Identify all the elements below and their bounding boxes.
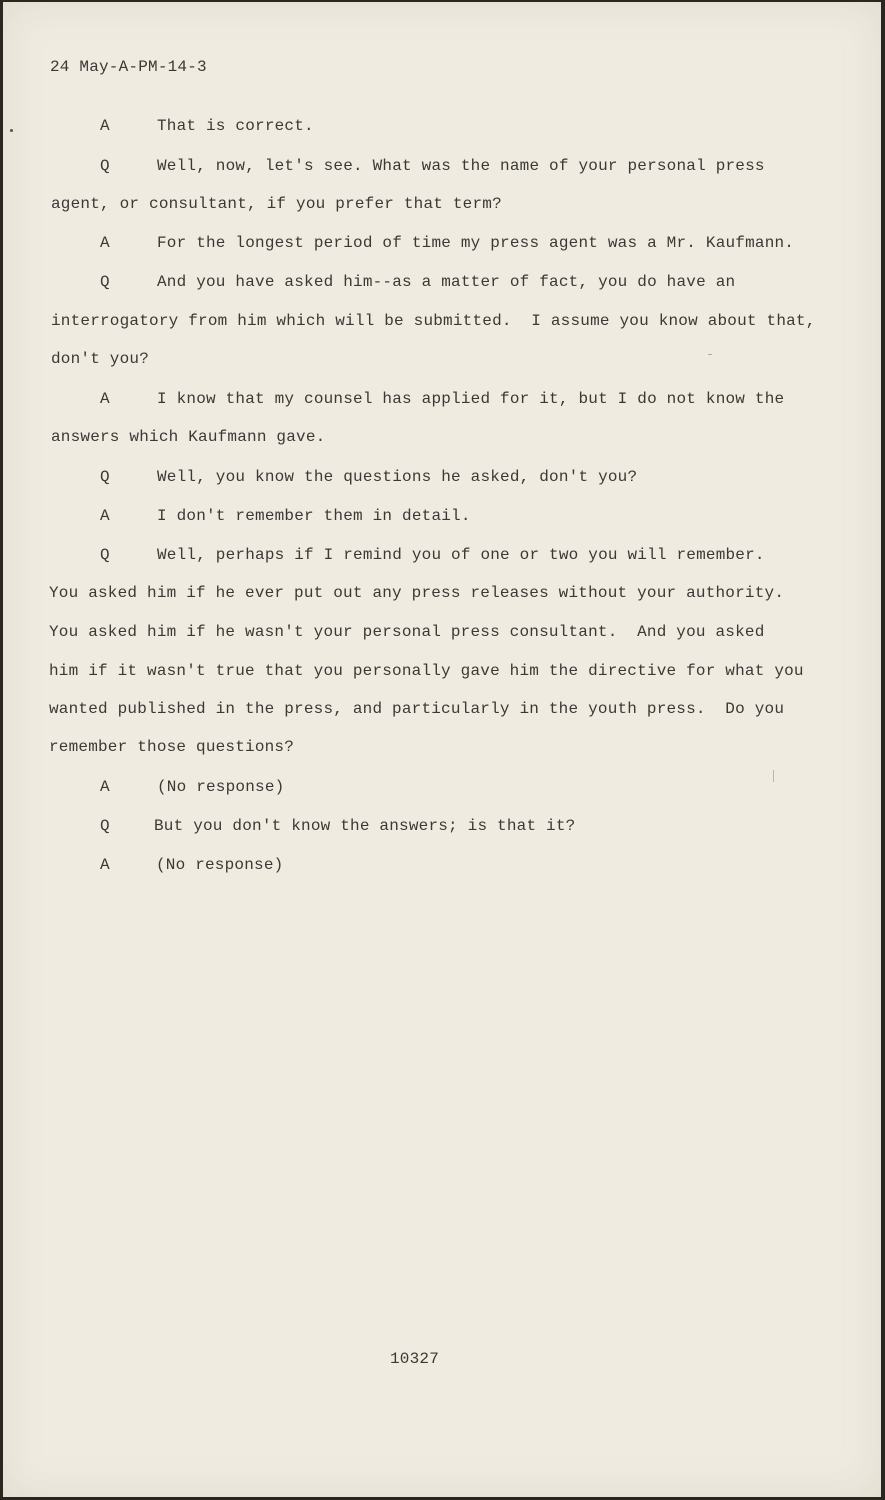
- question-line: You asked him if he ever put out any press releases without your authority.: [49, 584, 785, 602]
- speaker-label: A: [100, 778, 110, 796]
- answer-line: I don't remember them in detail.: [157, 507, 471, 525]
- question-line: But you don't know the answers; is that it?: [154, 817, 576, 835]
- question-line: agent, or consultant, if you prefer that term?: [51, 195, 502, 213]
- speaker-label: Q: [100, 468, 110, 486]
- question-line: And you have asked him--as a matter of fact, you do have an: [157, 273, 736, 291]
- answer-line: That is correct.: [157, 117, 314, 135]
- page-number: 10327: [390, 1350, 440, 1368]
- question-line: wanted published in the press, and particularly in the youth press. Do you: [49, 700, 785, 718]
- speaker-label: Q: [100, 546, 110, 564]
- answer-line: I know that my counsel has applied for it, but I do not know the: [157, 390, 785, 408]
- answer-line: answers which Kaufmann gave.: [51, 428, 326, 446]
- question-line: Well, now, let's see. What was the name of your personal press: [157, 157, 765, 175]
- speaker-label: A: [100, 856, 110, 874]
- question-line: remember those questions?: [49, 738, 295, 756]
- speaker-label: A: [100, 234, 110, 252]
- answer-line: For the longest period of time my press agent was a Mr. Kaufmann.: [157, 234, 795, 252]
- speaker-label: Q: [100, 273, 110, 291]
- question-line: don't you?: [51, 350, 150, 368]
- document-page: [3, 2, 881, 1497]
- answer-line: (No response): [157, 778, 285, 796]
- speaker-label: Q: [100, 817, 110, 835]
- paper-speck: [10, 129, 13, 132]
- question-line: Well, perhaps if I remind you of one or two you will remember.: [157, 546, 765, 564]
- question-line: Well, you know the questions he asked, don't you?: [157, 468, 638, 486]
- question-line: him if it wasn't true that you personally gave him the directive for what you: [49, 662, 804, 680]
- speaker-label: A: [100, 507, 110, 525]
- page-header: 24 May-A-PM-14-3: [50, 58, 207, 76]
- speaker-label: A: [100, 390, 110, 408]
- speaker-label: Q: [100, 157, 110, 175]
- speaker-label: A: [100, 117, 110, 135]
- answer-line: (No response): [156, 856, 284, 874]
- paper-speck: [773, 770, 774, 782]
- paper-speck: [708, 354, 712, 355]
- question-line: You asked him if he wasn't your personal press consultant. And you asked: [49, 623, 765, 641]
- question-line: interrogatory from him which will be submitted. I assume you know about that,: [51, 312, 816, 330]
